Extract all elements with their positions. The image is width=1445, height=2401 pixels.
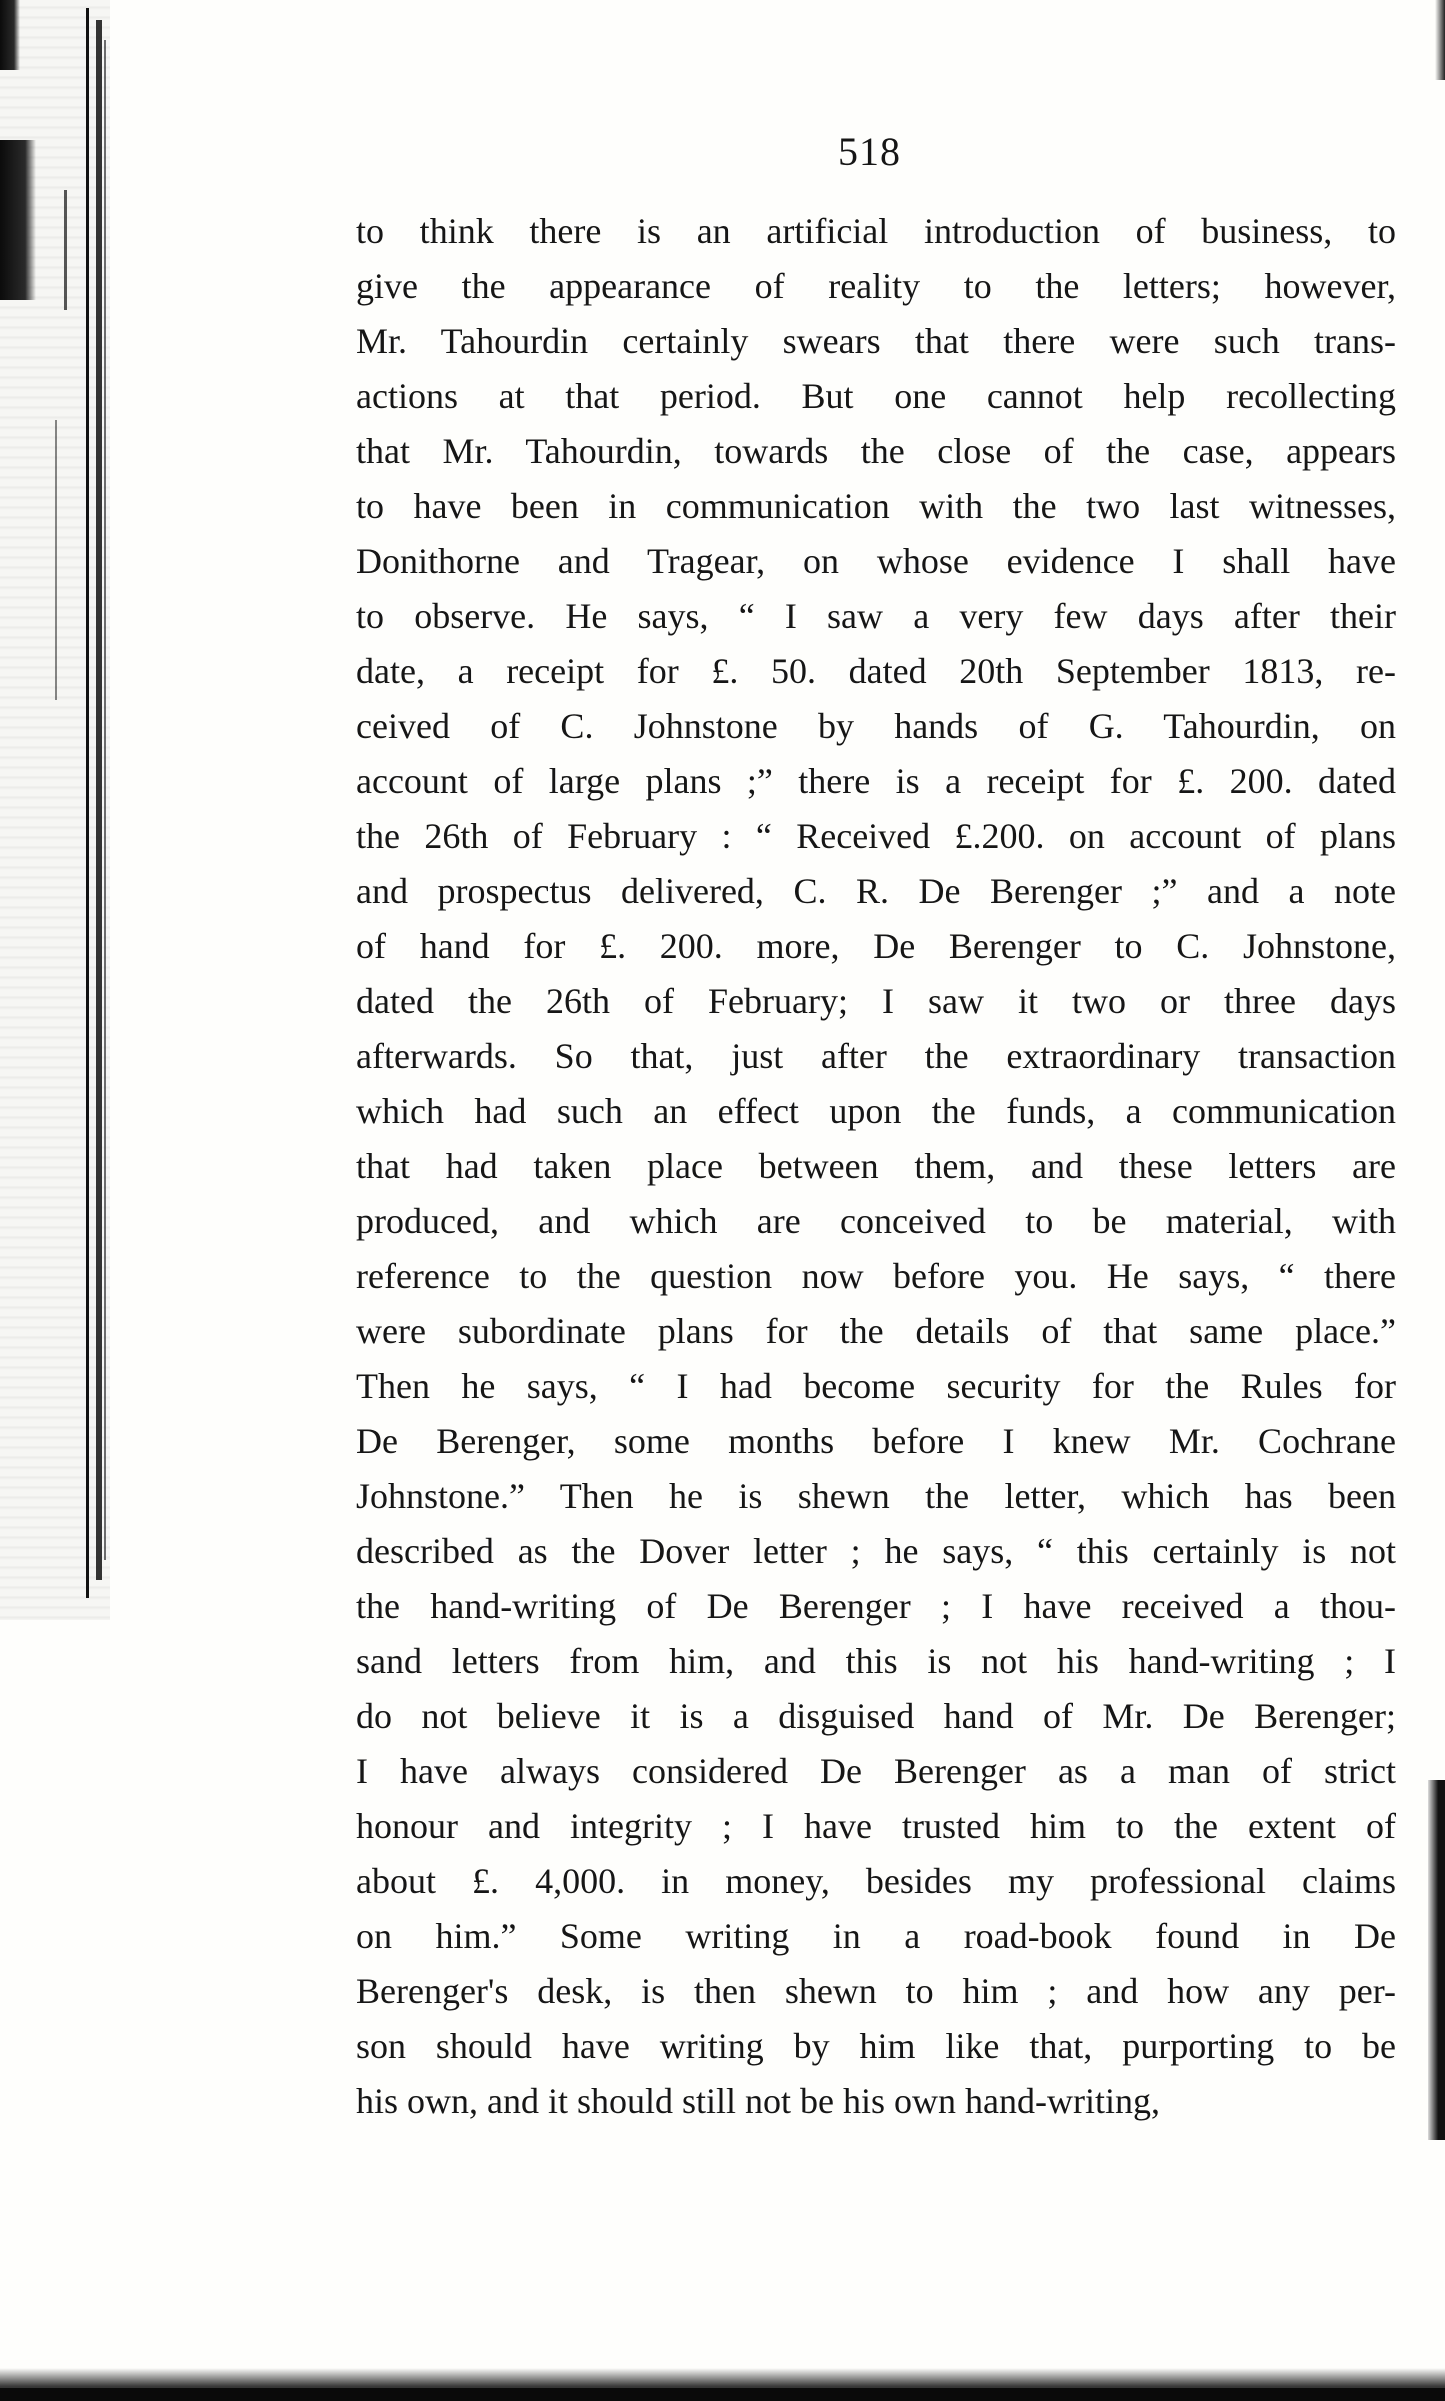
- text-line: ceived of C. Johnstone by hands of G. Tahourdin, on: [356, 706, 1396, 746]
- text-line: which had such an effect upon the funds, a communication: [356, 1091, 1396, 1131]
- text-line: produced, and which are conceived to be material, with: [356, 1201, 1396, 1241]
- text-line: and prospectus delivered, C. R. De Berenger ;” and a note: [356, 871, 1396, 911]
- binding-dark-mark: [0, 0, 20, 70]
- text-line: his own, and it should still not be his own hand-writing,: [356, 2081, 1160, 2121]
- binding-edge-line: [64, 190, 67, 310]
- text-line: do not believe it is a disguised hand of Mr. De Berenger;: [356, 1696, 1396, 1736]
- text-line: account of large plans ;” there is a receipt for £. 200. dated: [356, 761, 1396, 801]
- text-line: that had taken place between them, and these letters are: [356, 1146, 1396, 1186]
- text-line: Johnstone.” Then he is shewn the letter, which has been: [356, 1476, 1396, 1516]
- binding-edge-line: [55, 420, 57, 700]
- binding-dark-mark: [0, 140, 36, 300]
- text-line: Then he says, “ I had become security for the Rules for: [356, 1366, 1396, 1406]
- text-line: sand letters from him, and this is not his hand-writing ; I: [356, 1641, 1396, 1681]
- text-line: to think there is an artificial introduction of business, to: [356, 211, 1396, 251]
- text-line: that Mr. Tahourdin, towards the close of the case, appears: [356, 431, 1396, 471]
- text-line: were subordinate plans for the details of that same place.”: [356, 1311, 1396, 1351]
- page-bottom-shadow: [0, 2388, 1445, 2401]
- binding-edge-line: [104, 40, 106, 1560]
- text-line: dated the 26th of February; I saw it two or three days: [356, 981, 1396, 1021]
- text-line: reference to the question now before you. He says, “ there: [356, 1256, 1396, 1296]
- text-line: afterwards. So that, just after the extraordinary transaction: [356, 1036, 1396, 1076]
- text-line: described as the Dover letter ; he says, “ this certainly is not: [356, 1531, 1396, 1571]
- text-line: De Berenger, some months before I knew Mr. Cochrane: [356, 1421, 1396, 1461]
- text-line: son should have writing by him like that, purporting to be: [356, 2026, 1396, 2066]
- page-number: 518: [838, 129, 901, 174]
- body-text: [356, 204, 1396, 2129]
- text-line: the hand-writing of De Berenger ; I have received a thou-: [356, 1586, 1396, 1626]
- text-line: on him.” Some writing in a road-book found in De: [356, 1916, 1396, 1956]
- page-edge-shadow: [1435, 0, 1445, 80]
- text-line: date, a receipt for £. 50. dated 20th September 1813, re-: [356, 651, 1396, 691]
- text-line: Mr. Tahourdin certainly swears that there were such trans-: [356, 321, 1396, 361]
- text-line: of hand for £. 200. more, De Berenger to C. Johnstone,: [356, 926, 1396, 966]
- binding-edge-line: [86, 8, 89, 1598]
- text-line: actions at that period. But one cannot help recollecting: [356, 376, 1396, 416]
- text-line: honour and integrity ; I have trusted him to the extent of: [356, 1806, 1396, 1846]
- text-line: I have always considered De Berenger as a man of strict: [356, 1751, 1396, 1791]
- text-line: Berenger's desk, is then shewn to him ; and how any per-: [356, 1971, 1396, 2011]
- text-line: the 26th of February : “ Received £.200. on account of plans: [356, 816, 1396, 856]
- text-line: to have been in communication with the two last witnesses,: [356, 486, 1396, 526]
- text-line: give the appearance of reality to the letters; however,: [356, 266, 1396, 306]
- text-line: to observe. He says, “ I saw a very few days after their: [356, 596, 1396, 636]
- text-line: about £. 4,000. in money, besides my professional claims: [356, 1861, 1396, 1901]
- text-line: Donithorne and Tragear, on whose evidence I shall have: [356, 541, 1396, 581]
- page-edge-shadow: [1428, 1780, 1445, 2140]
- binding-edge-line: [96, 20, 102, 1580]
